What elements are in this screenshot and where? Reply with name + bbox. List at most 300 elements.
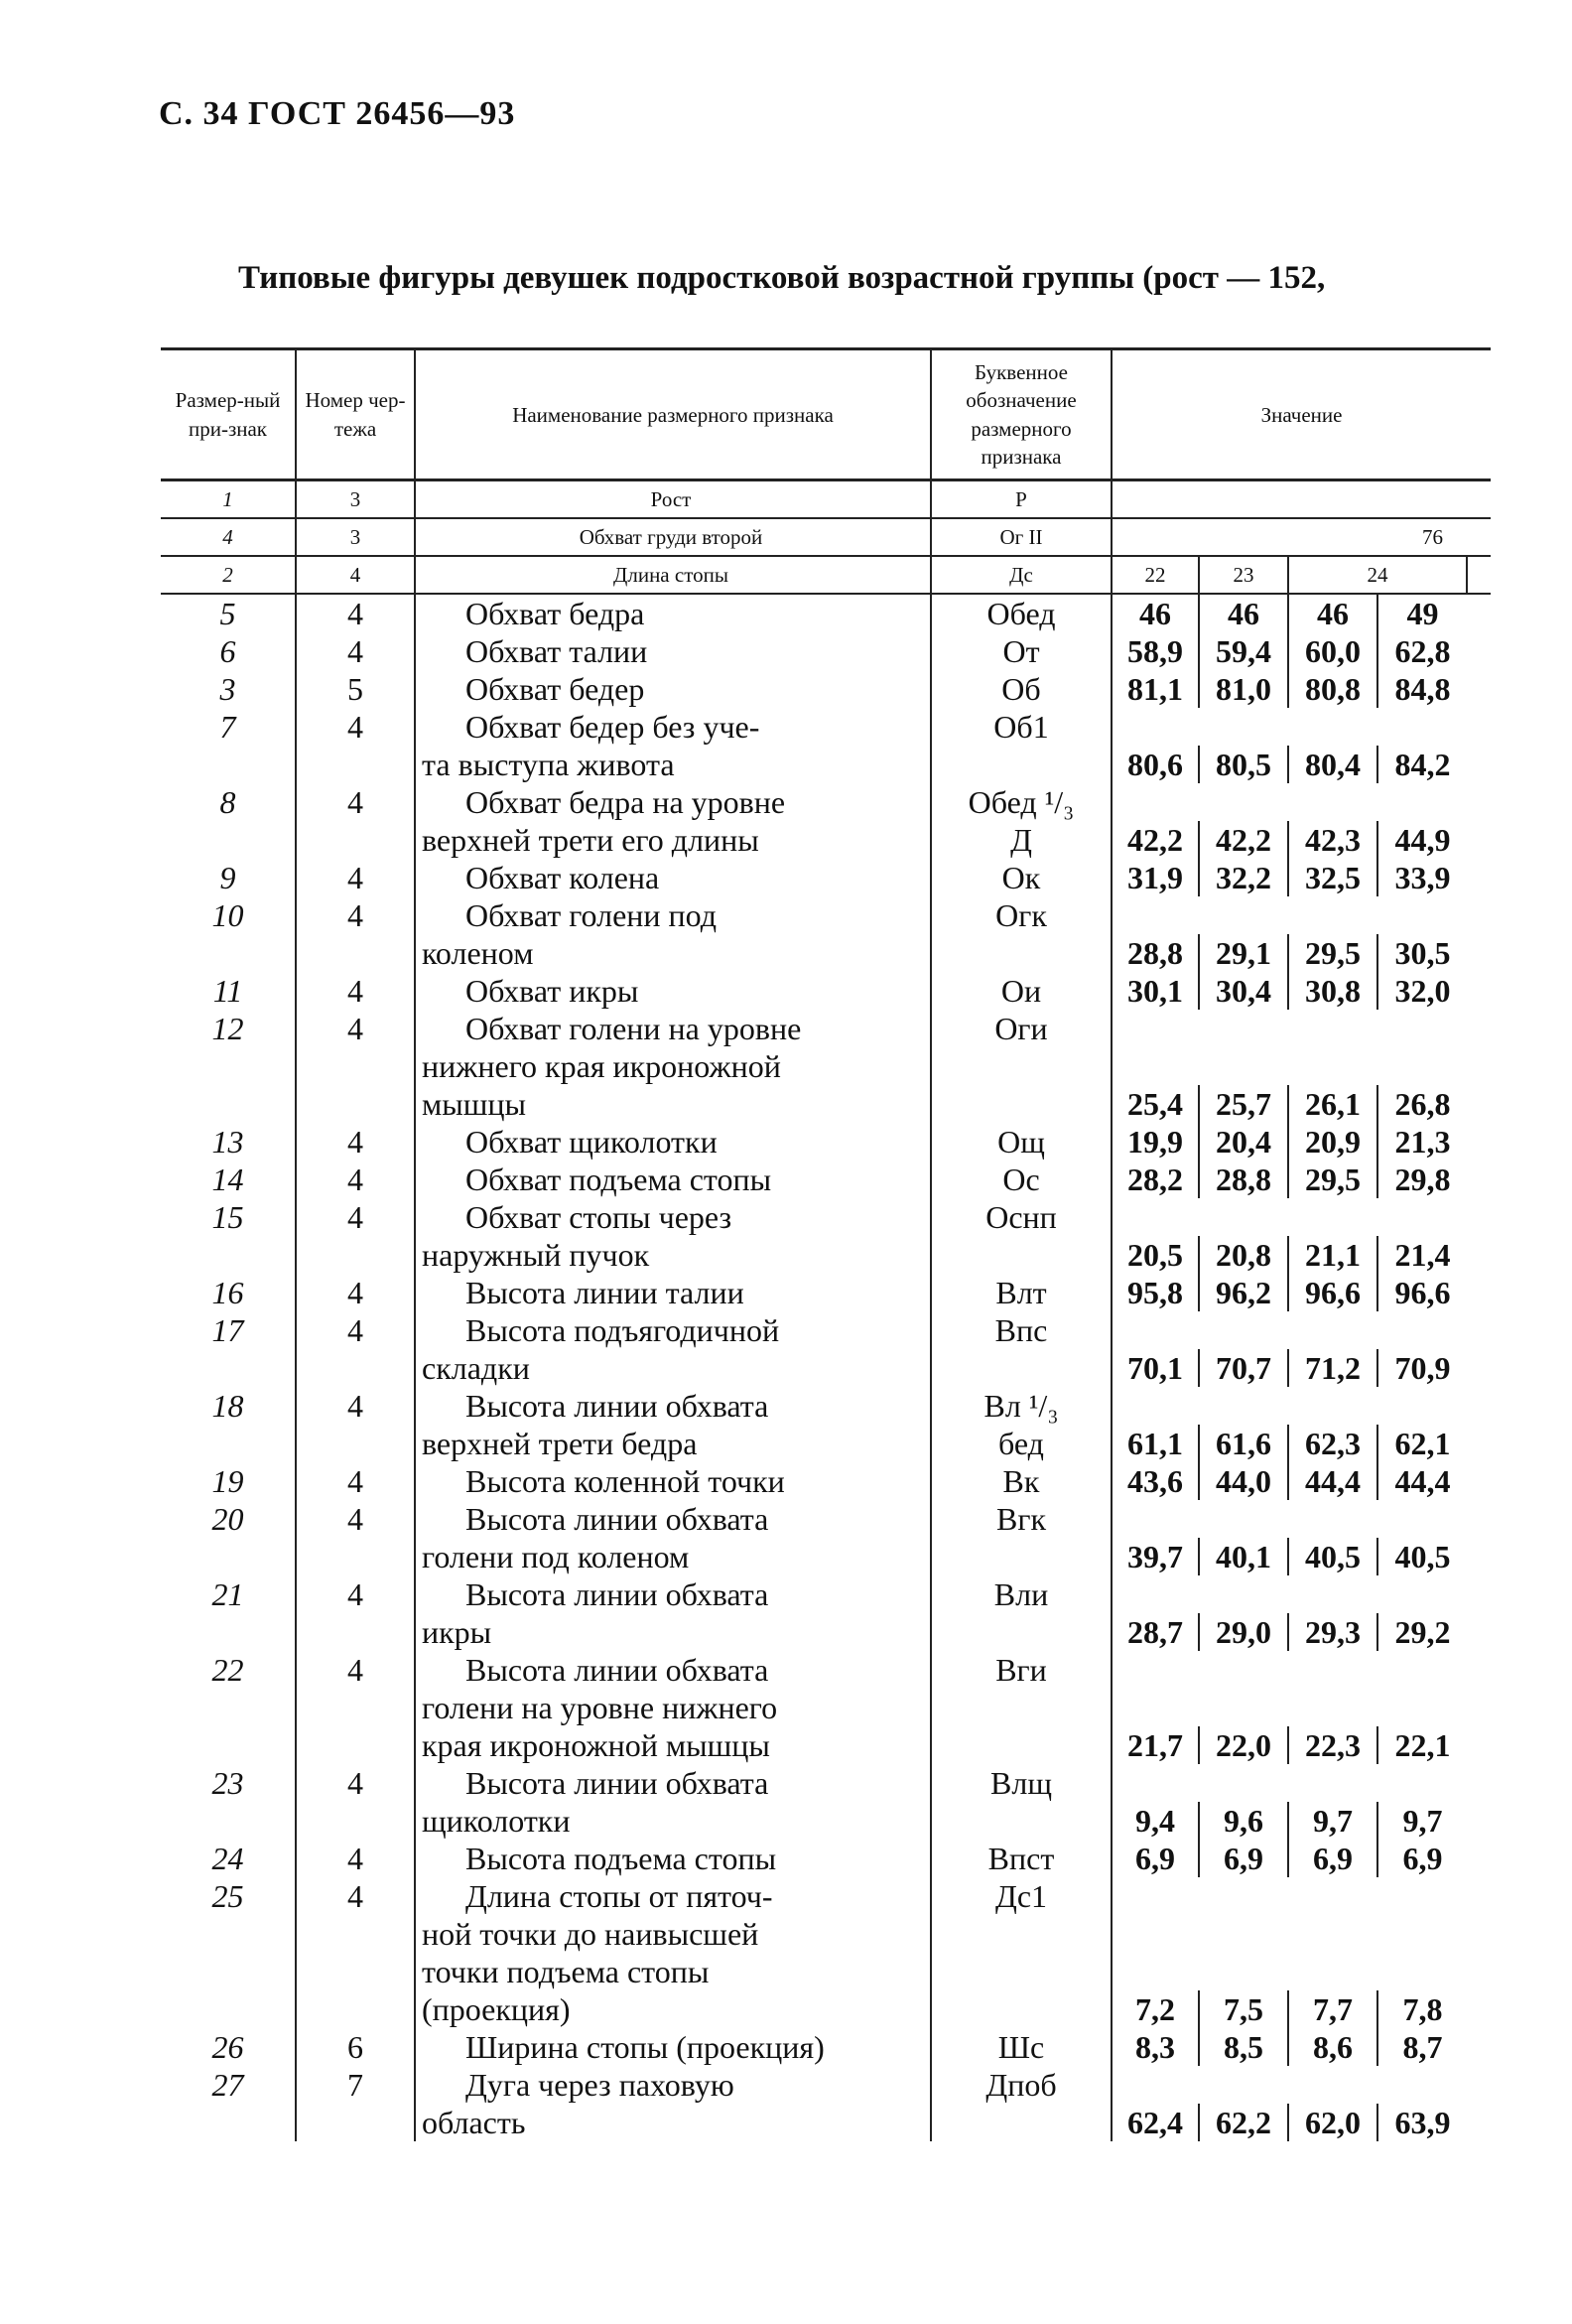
value-cell [1199,1689,1288,1726]
value-cell: 95,8 [1112,1274,1199,1311]
value-cell: 44,0 [1199,1462,1288,1500]
value-cell [1467,556,1491,594]
value-cell: 42,2 [1199,821,1288,859]
feature-symbol: Оснп [931,1198,1112,1236]
value-cell [1112,1764,1199,1802]
row-number: 24 [211,1840,244,1876]
feature-name: мышцы [415,1085,931,1123]
value-cell [1467,1274,1491,1311]
row-number: 8 [219,783,236,820]
value-cell [1467,1123,1491,1161]
value-cell: 22 [1112,556,1199,594]
row-number: 22 [211,1651,244,1688]
drawing-number [296,1538,415,1575]
value-cell [1467,632,1491,670]
table-caption: Типовые фигуры девушек подростковой возрастной группы (рост — 152, [238,260,1326,296]
row-number [161,2104,296,2141]
drawing-number: 4 [296,1161,415,1198]
value-cell [1112,1915,1199,1953]
value-cell [1112,1198,1199,1236]
feature-name: Обхват икры [415,972,931,1010]
value-cell: 63,9 [1377,2104,1467,2141]
drawing-number: 4 [296,1198,415,1236]
feature-symbol: Обед ¹/₃ [931,783,1112,821]
feature-symbol: Ос [931,1161,1112,1198]
value-cell: 62,4 [1112,2104,1199,2141]
table-row [161,1236,1491,1274]
drawing-number: 4 [296,972,415,1010]
value-cell: 80,4 [1288,746,1377,783]
row-number: 9 [219,859,236,895]
table-row [161,2066,1491,2104]
drawing-number: 6 [296,2028,415,2066]
value-cell [1288,1651,1377,1689]
value-cell: 32,5 [1288,859,1377,896]
value-cell: 29,1 [1199,934,1288,972]
value-cell: 39,7 [1112,1538,1199,1575]
value-cell: 84,8 [1377,670,1467,708]
drawing-number [296,746,415,783]
drawing-number [296,1085,415,1123]
row-number: 13 [211,1123,244,1160]
feature-name: точки подъема стопы [415,1953,931,1990]
value-cell: 44,9 [1377,821,1467,859]
value-cell [1467,2104,1491,2141]
col-header-name: Наименование размерного признака [415,349,931,480]
value-cell [1377,1311,1467,1349]
row-number [161,1613,296,1651]
value-cell: 71,2 [1288,1349,1377,1387]
value-cell: 20,5 [1112,1236,1199,1274]
value-cell: 62,2 [1199,2104,1288,2141]
feature-symbol: Дпоб [931,2066,1112,2104]
value-cell [1288,1311,1377,1349]
value-cell: 40,1 [1199,1538,1288,1575]
value-cell [1467,2066,1491,2104]
value-cell [1199,1500,1288,1538]
col-header-feature: Размер-ный при-знак [161,349,296,480]
value-cell: 6,9 [1199,1840,1288,1877]
table-row [161,1161,1491,1198]
row-number: 18 [211,1387,244,1424]
value-cell: 29,2 [1377,1613,1467,1651]
table-row [161,1575,1491,1613]
value-cell: 21,4 [1377,1236,1467,1274]
value-cell [1467,1236,1491,1274]
value-cell: 42,2 [1112,821,1199,859]
table-row [161,1651,1491,1689]
drawing-number [296,1689,415,1726]
drawing-number: 4 [296,632,415,670]
row-number: 7 [219,708,236,745]
value-cell [1288,708,1377,746]
value-cell: 70,9 [1377,1349,1467,1387]
value-cell [1112,1575,1199,1613]
value-cell [1199,1387,1288,1425]
value-cell [1377,783,1467,821]
value-cell [1467,1802,1491,1840]
table-row [161,1198,1491,1236]
value-cell: 30,5 [1377,934,1467,972]
value-cell [1467,896,1491,934]
value-cell [1467,1538,1491,1575]
value-cell: 9,4 [1112,1802,1199,1840]
col-header-drawing: Номер чер-тежа [296,349,415,480]
table-row [161,859,1491,896]
value-cell: 8,7 [1377,2028,1467,2066]
feature-name: Высота линии обхвата [415,1387,931,1425]
row-number [161,1915,296,1953]
row-number: 25 [211,1877,244,1914]
feature-name: Обхват подъема стопы [415,1161,931,1198]
feature-symbol: Влщ [931,1764,1112,1802]
value-cell: 32,0 [1377,972,1467,1010]
drawing-number: 4 [296,1274,415,1311]
feature-symbol: Оги [931,1010,1112,1047]
row-number [161,1990,296,2028]
value-cell: 29,8 [1377,1161,1467,1198]
value-cell [1377,1575,1467,1613]
table-row [161,1689,1491,1726]
feature-name: область [415,2104,931,2141]
row-number: 21 [211,1575,244,1612]
value-cell: 42,3 [1288,821,1377,859]
header-row-chest [161,518,1491,556]
value-cell: 21,7 [1112,1726,1199,1764]
value-cell [1112,1953,1199,1990]
value-cell: 21,1 [1288,1236,1377,1274]
feature-symbol: Влт [931,1274,1112,1311]
drawing-number: 4 [296,896,415,934]
table-row [161,1085,1491,1123]
feature-symbol [931,1990,1112,2028]
value-cell: 59,4 [1199,632,1288,670]
row-number [161,1726,296,1764]
row-number: 5 [219,595,236,631]
value-cell [1199,896,1288,934]
value-cell: 40,5 [1377,1538,1467,1575]
table-row [161,2104,1491,2141]
drawing-number: 4 [296,1010,415,1047]
feature-name: нижнего края икроножной [415,1047,931,1085]
row-number: 3 [219,670,236,707]
value-cell: 20,8 [1199,1236,1288,1274]
feature-name: Высота подъягодичной [415,1311,931,1349]
drawing-number [296,1953,415,1990]
value-cell [1377,708,1467,746]
value-cell: 7,2 [1112,1990,1199,2028]
value-cell: 29,5 [1288,934,1377,972]
feature-symbol: Вги [931,1651,1112,1689]
row-number [161,746,296,783]
value-cell: 23 [1199,556,1288,594]
feature-symbol [931,2104,1112,2141]
row-number: 2 [161,556,296,594]
value-cell [1467,708,1491,746]
row-number [161,1689,296,1726]
value-cell [1377,1764,1467,1802]
feature-symbol: Огк [931,896,1112,934]
drawing-number: 4 [296,783,415,821]
table-row [161,1990,1491,2028]
feature-symbol [931,1613,1112,1651]
feature-symbol: Вли [931,1575,1112,1613]
row-number: 10 [211,896,244,933]
value-cell [1199,708,1288,746]
value-cell [1377,1689,1467,1726]
value-cell [1288,2066,1377,2104]
feature-name: икры [415,1613,931,1651]
value-cell [1467,1953,1491,1990]
value-cell: 96,6 [1288,1274,1377,1311]
row-number [161,1953,296,1990]
feature-name: Обхват бедер без уче- [415,708,931,746]
value-cell: 44,4 [1377,1462,1467,1500]
value-cell: 80,8 [1288,670,1377,708]
value-cell: 28,7 [1112,1613,1199,1651]
row-number: 1 [161,480,296,519]
feature-symbol [931,1236,1112,1274]
feature-symbol: Впс [931,1311,1112,1349]
value-cell: 81,1 [1112,670,1199,708]
value-cell [1467,1010,1491,1047]
table-row [161,594,1491,632]
feature-symbol: Об [931,670,1112,708]
value-cell: 9,6 [1199,1802,1288,1840]
value-cell: 22,1 [1377,1726,1467,1764]
drawing-number [296,1236,415,1274]
row-number: 17 [211,1311,244,1348]
drawing-number [296,934,415,972]
value-cell [1467,1047,1491,1085]
drawing-number: 4 [296,708,415,746]
feature-name: Высота линии талии [415,1274,931,1311]
feature-name: Обхват голени на уровне [415,1010,931,1047]
value-cell [1199,783,1288,821]
table-row [161,934,1491,972]
row-number [161,934,296,972]
feature-symbol [931,1726,1112,1764]
row-number: 11 [212,972,243,1009]
value-cell: 30,1 [1112,972,1199,1010]
value-cell [1288,1575,1377,1613]
value-cell: 96,6 [1377,1274,1467,1311]
value-cell: 80,5 [1199,746,1288,783]
value-cell: 20,4 [1199,1123,1288,1161]
drawing-number [296,1802,415,1840]
table-row [161,670,1491,708]
feature-symbol: Ощ [931,1123,1112,1161]
row-number: 27 [211,2066,244,2103]
value-cell [1377,2066,1467,2104]
value-cell: 8,6 [1288,2028,1377,2066]
value-cell [1377,1387,1467,1425]
table-row [161,821,1491,859]
value-cell [1112,480,1491,519]
row-number [161,821,296,859]
feature-symbol: От [931,632,1112,670]
table-row [161,1726,1491,1764]
row-number [161,1349,296,1387]
value-cell [1112,783,1199,821]
feature-name: Длина стопы [415,556,931,594]
feature-symbol: бед [931,1425,1112,1462]
value-cell [1467,1425,1491,1462]
header-row-foot-length [161,556,1491,594]
value-cell: 44,4 [1288,1462,1377,1500]
value-cell: 8,5 [1199,2028,1288,2066]
feature-symbol: Дс [931,556,1112,594]
value-cell [1377,1651,1467,1689]
value-cell: 61,6 [1199,1425,1288,1462]
drawing-number: 4 [296,1764,415,1802]
value-cell: 25,4 [1112,1085,1199,1123]
value-cell [1199,1575,1288,1613]
value-cell: 62,0 [1288,2104,1377,2141]
drawing-number: 4 [296,859,415,896]
drawing-number [296,1425,415,1462]
value-cell: 29,3 [1288,1613,1377,1651]
row-number [161,1538,296,1575]
feature-name: Длина стопы от пяточ- [415,1877,931,1915]
value-cell [1112,896,1199,934]
value-cell: 40,5 [1288,1538,1377,1575]
drawing-number [296,2104,415,2141]
value-cell: 7,8 [1377,1990,1467,2028]
feature-symbol: Обед [931,594,1112,632]
drawing-number: 4 [296,1575,415,1613]
feature-name: щиколотки [415,1802,931,1840]
feature-name: Ширина стопы (проекция) [415,2028,931,2066]
value-cell [1467,594,1491,632]
value-cell: 76 [1112,518,1491,556]
value-cell [1112,1047,1199,1085]
row-number [161,1802,296,1840]
drawing-number: 4 [296,1877,415,1915]
feature-name: голени под коленом [415,1538,931,1575]
feature-symbol: Ог II [931,518,1112,556]
value-cell: 43,6 [1112,1462,1199,1500]
value-cell [1288,1500,1377,1538]
feature-symbol: Шс [931,2028,1112,2066]
value-cell: 46 [1199,594,1288,632]
feature-name: края икроножной мышцы [415,1726,931,1764]
feature-symbol [931,1802,1112,1840]
drawing-number [296,1047,415,1085]
table-row [161,1538,1491,1575]
value-cell: 70,1 [1112,1349,1199,1387]
value-cell [1467,859,1491,896]
feature-name: наружный пучок [415,1236,931,1274]
table-row [161,1877,1491,1915]
value-cell [1467,1198,1491,1236]
drawing-number: 5 [296,670,415,708]
table-row [161,1764,1491,1802]
value-cell: 26,8 [1377,1085,1467,1123]
value-cell [1467,746,1491,783]
value-cell [1467,783,1491,821]
feature-name: Дуга через паховую [415,2066,931,2104]
drawing-number: 4 [296,1123,415,1161]
value-cell [1377,1047,1467,1085]
header-row-height [161,480,1491,519]
drawing-number: 3 [296,480,415,519]
value-cell [1467,1689,1491,1726]
table-row [161,1613,1491,1651]
value-cell [1112,1387,1199,1425]
row-number [161,1425,296,1462]
value-cell: 46 [1112,594,1199,632]
feature-symbol [931,1689,1112,1726]
value-cell: 6,9 [1377,1840,1467,1877]
value-cell [1467,1085,1491,1123]
drawing-number [296,1349,415,1387]
feature-name: Обхват бедра [415,594,931,632]
table-row [161,1047,1491,1085]
value-cell [1199,1311,1288,1349]
value-cell: 33,9 [1377,859,1467,896]
value-cell [1288,1198,1377,1236]
feature-symbol [931,1349,1112,1387]
feature-symbol: Впст [931,1840,1112,1877]
value-cell: 7,5 [1199,1990,1288,2028]
drawing-number: 4 [296,594,415,632]
value-cell [1199,1010,1288,1047]
row-number: 20 [211,1500,244,1537]
table-row [161,1500,1491,1538]
feature-name: Обхват груди второй [415,518,931,556]
value-cell [1199,1651,1288,1689]
value-cell: 6,9 [1112,1840,1199,1877]
value-cell [1467,1613,1491,1651]
feature-name: складки [415,1349,931,1387]
dimensions-table [161,347,1491,2141]
value-cell [1288,1764,1377,1802]
feature-symbol: Вл ¹/₃ [931,1387,1112,1425]
table-row [161,2028,1491,2066]
row-number: 6 [219,632,236,669]
value-cell [1467,1311,1491,1349]
feature-name: верхней трети бедра [415,1425,931,1462]
value-cell [1467,1387,1491,1425]
value-cell: 30,4 [1199,972,1288,1010]
feature-name: Высота коленной точки [415,1462,931,1500]
value-cell [1467,1726,1491,1764]
value-cell [1467,1877,1491,1915]
value-cell: 28,8 [1112,934,1199,972]
drawing-number: 4 [296,1500,415,1538]
value-cell [1377,1953,1467,1990]
feature-name: Высота линии обхвата [415,1500,931,1538]
value-cell [1467,1915,1491,1953]
feature-symbol: Д [931,821,1112,859]
feature-symbol [931,1047,1112,1085]
feature-symbol: Вгк [931,1500,1112,1538]
col-header-value: Значение [1112,349,1491,480]
feature-symbol [931,1953,1112,1990]
feature-name: Обхват бедер [415,670,931,708]
value-cell: 19,9 [1112,1123,1199,1161]
feature-symbol [931,934,1112,972]
drawing-number [296,821,415,859]
drawing-number [296,1915,415,1953]
feature-name: Рост [415,480,931,519]
table-row [161,1953,1491,1990]
value-cell [1288,1047,1377,1085]
feature-name: та выступа живота [415,746,931,783]
value-cell: 61,1 [1112,1425,1199,1462]
feature-name: Высота линии обхвата [415,1651,931,1689]
